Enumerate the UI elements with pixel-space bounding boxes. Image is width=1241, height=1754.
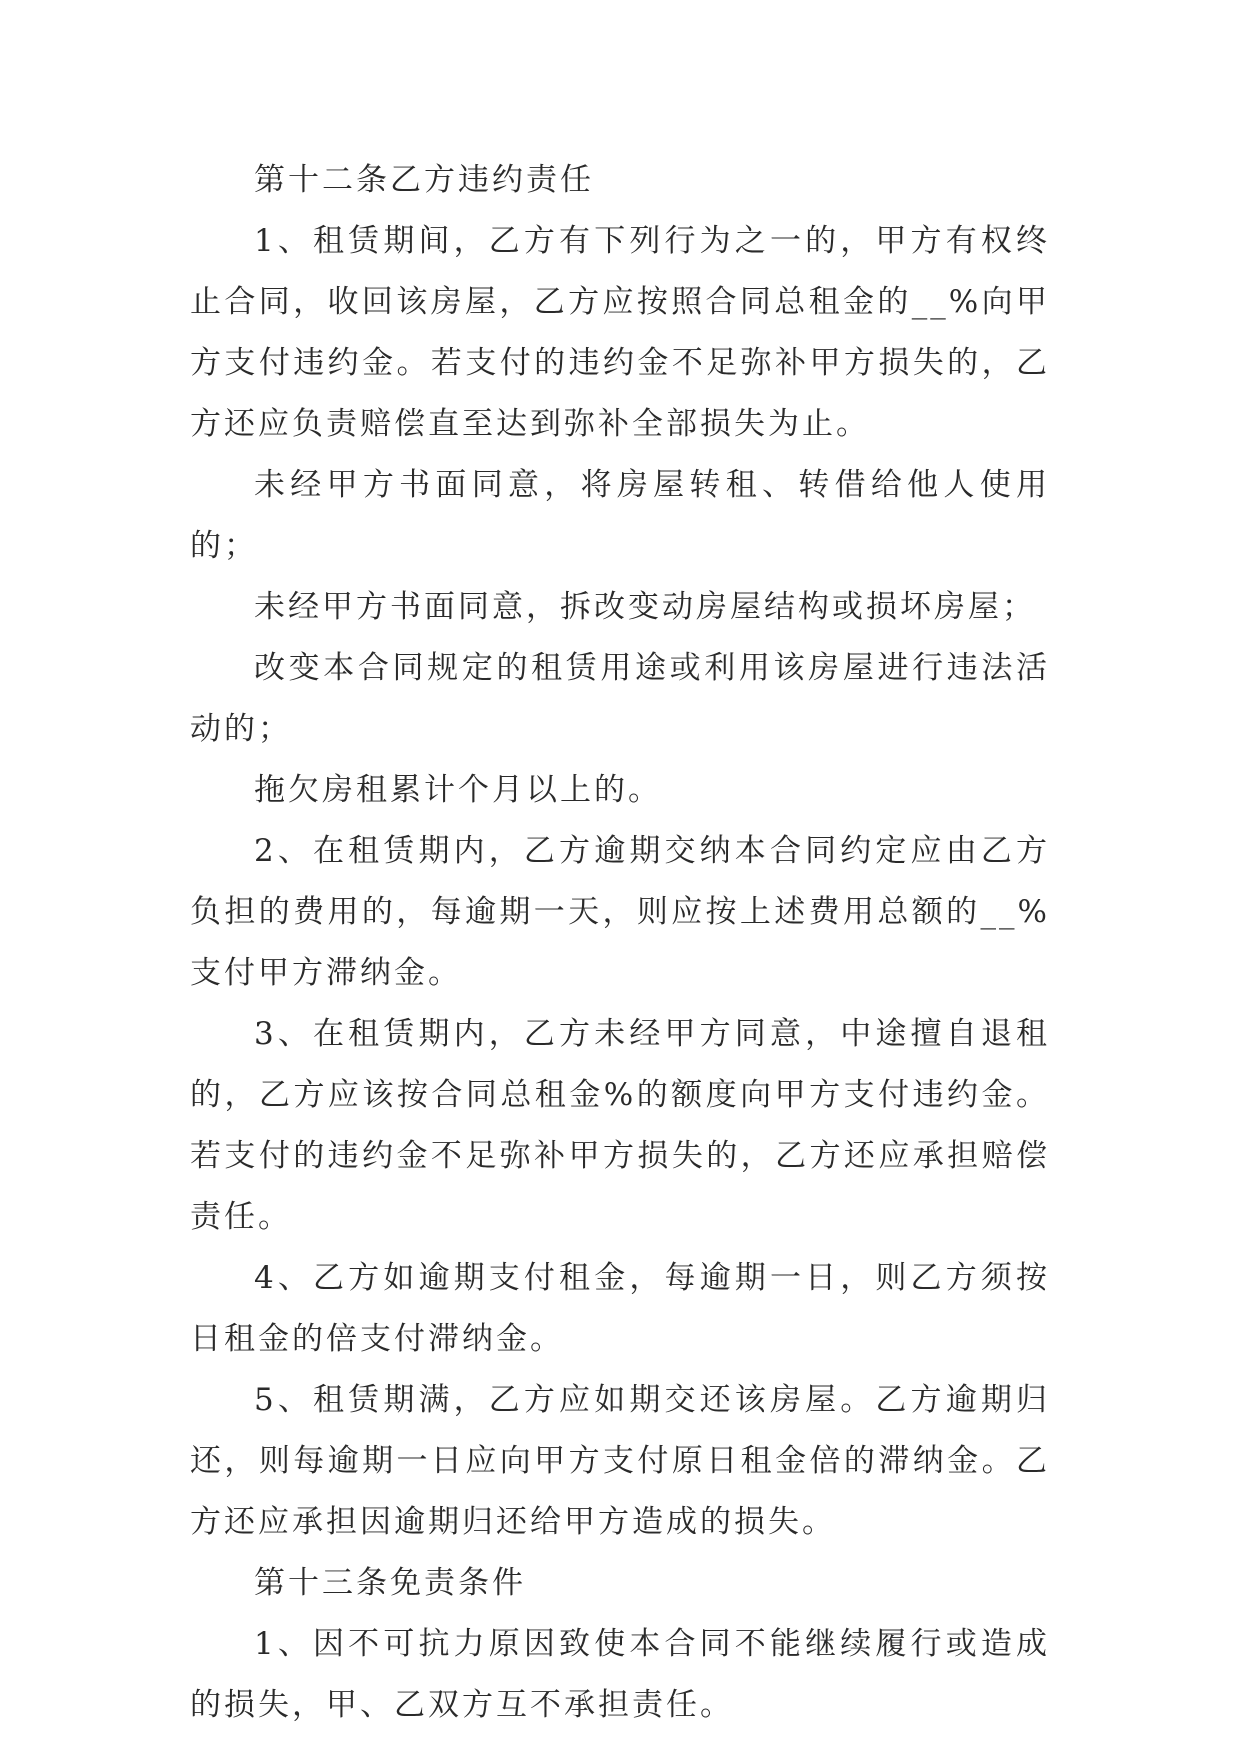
document-page bbox=[190, 150, 1050, 1736]
breach-item-illegal-use: 改变本合同规定的租赁用途或利用该房屋进行违法活动的； bbox=[190, 650, 1050, 747]
breach-item-alter-structure: 未经甲方书面同意，拆改变动房屋结构或损坏房屋； bbox=[254, 589, 1036, 625]
article-13-heading: 第十三条免责条件 bbox=[254, 1565, 526, 1601]
clause-1-paragraph: 1、租赁期间，乙方有下列行为之一的，甲方有权终止合同，收回该房屋，乙方应按照合同总租金的__%向甲方支付违约金。若支付的违约金不足弥补甲方损失的，乙方还应负责赔偿直至达到弥补全部损失为止。 bbox=[190, 223, 1050, 442]
article-13-clause-1-paragraph: 1、因不可抗力原因致使本合同不能继续履行或造成的损失，甲、乙双方互不承担责任。 bbox=[190, 1626, 1050, 1723]
clause-4-paragraph: 4、乙方如逾期支付租金，每逾期一日，则乙方须按日租金的倍支付滞纳金。 bbox=[190, 1260, 1050, 1357]
clause-5-paragraph: 5、租赁期满，乙方应如期交还该房屋。乙方逾期归还，则每逾期一日应向甲方支付原日租金倍的滞纳金。乙方还应承担因逾期归还给甲方造成的损失。 bbox=[190, 1382, 1050, 1540]
clause-2-paragraph: 2、在租赁期内，乙方逾期交纳本合同约定应由乙方负担的费用的，每逾期一天，则应按上述费用总额的__%支付甲方滞纳金。 bbox=[190, 833, 1050, 991]
clause-3-paragraph: 3、在租赁期内，乙方未经甲方同意，中途擅自退租的，乙方应该按合同总租金%的额度向甲方支付违约金。若支付的违约金不足弥补甲方损失的，乙方还应承担赔偿责任。 bbox=[190, 1016, 1050, 1235]
breach-item-rent-arrears: 拖欠房租累计个月以上的。 bbox=[254, 772, 662, 808]
breach-item-sublet: 未经甲方书面同意，将房屋转租、转借给他人使用的； bbox=[190, 467, 1050, 564]
article-12-heading: 第十二条乙方违约责任 bbox=[254, 162, 594, 198]
